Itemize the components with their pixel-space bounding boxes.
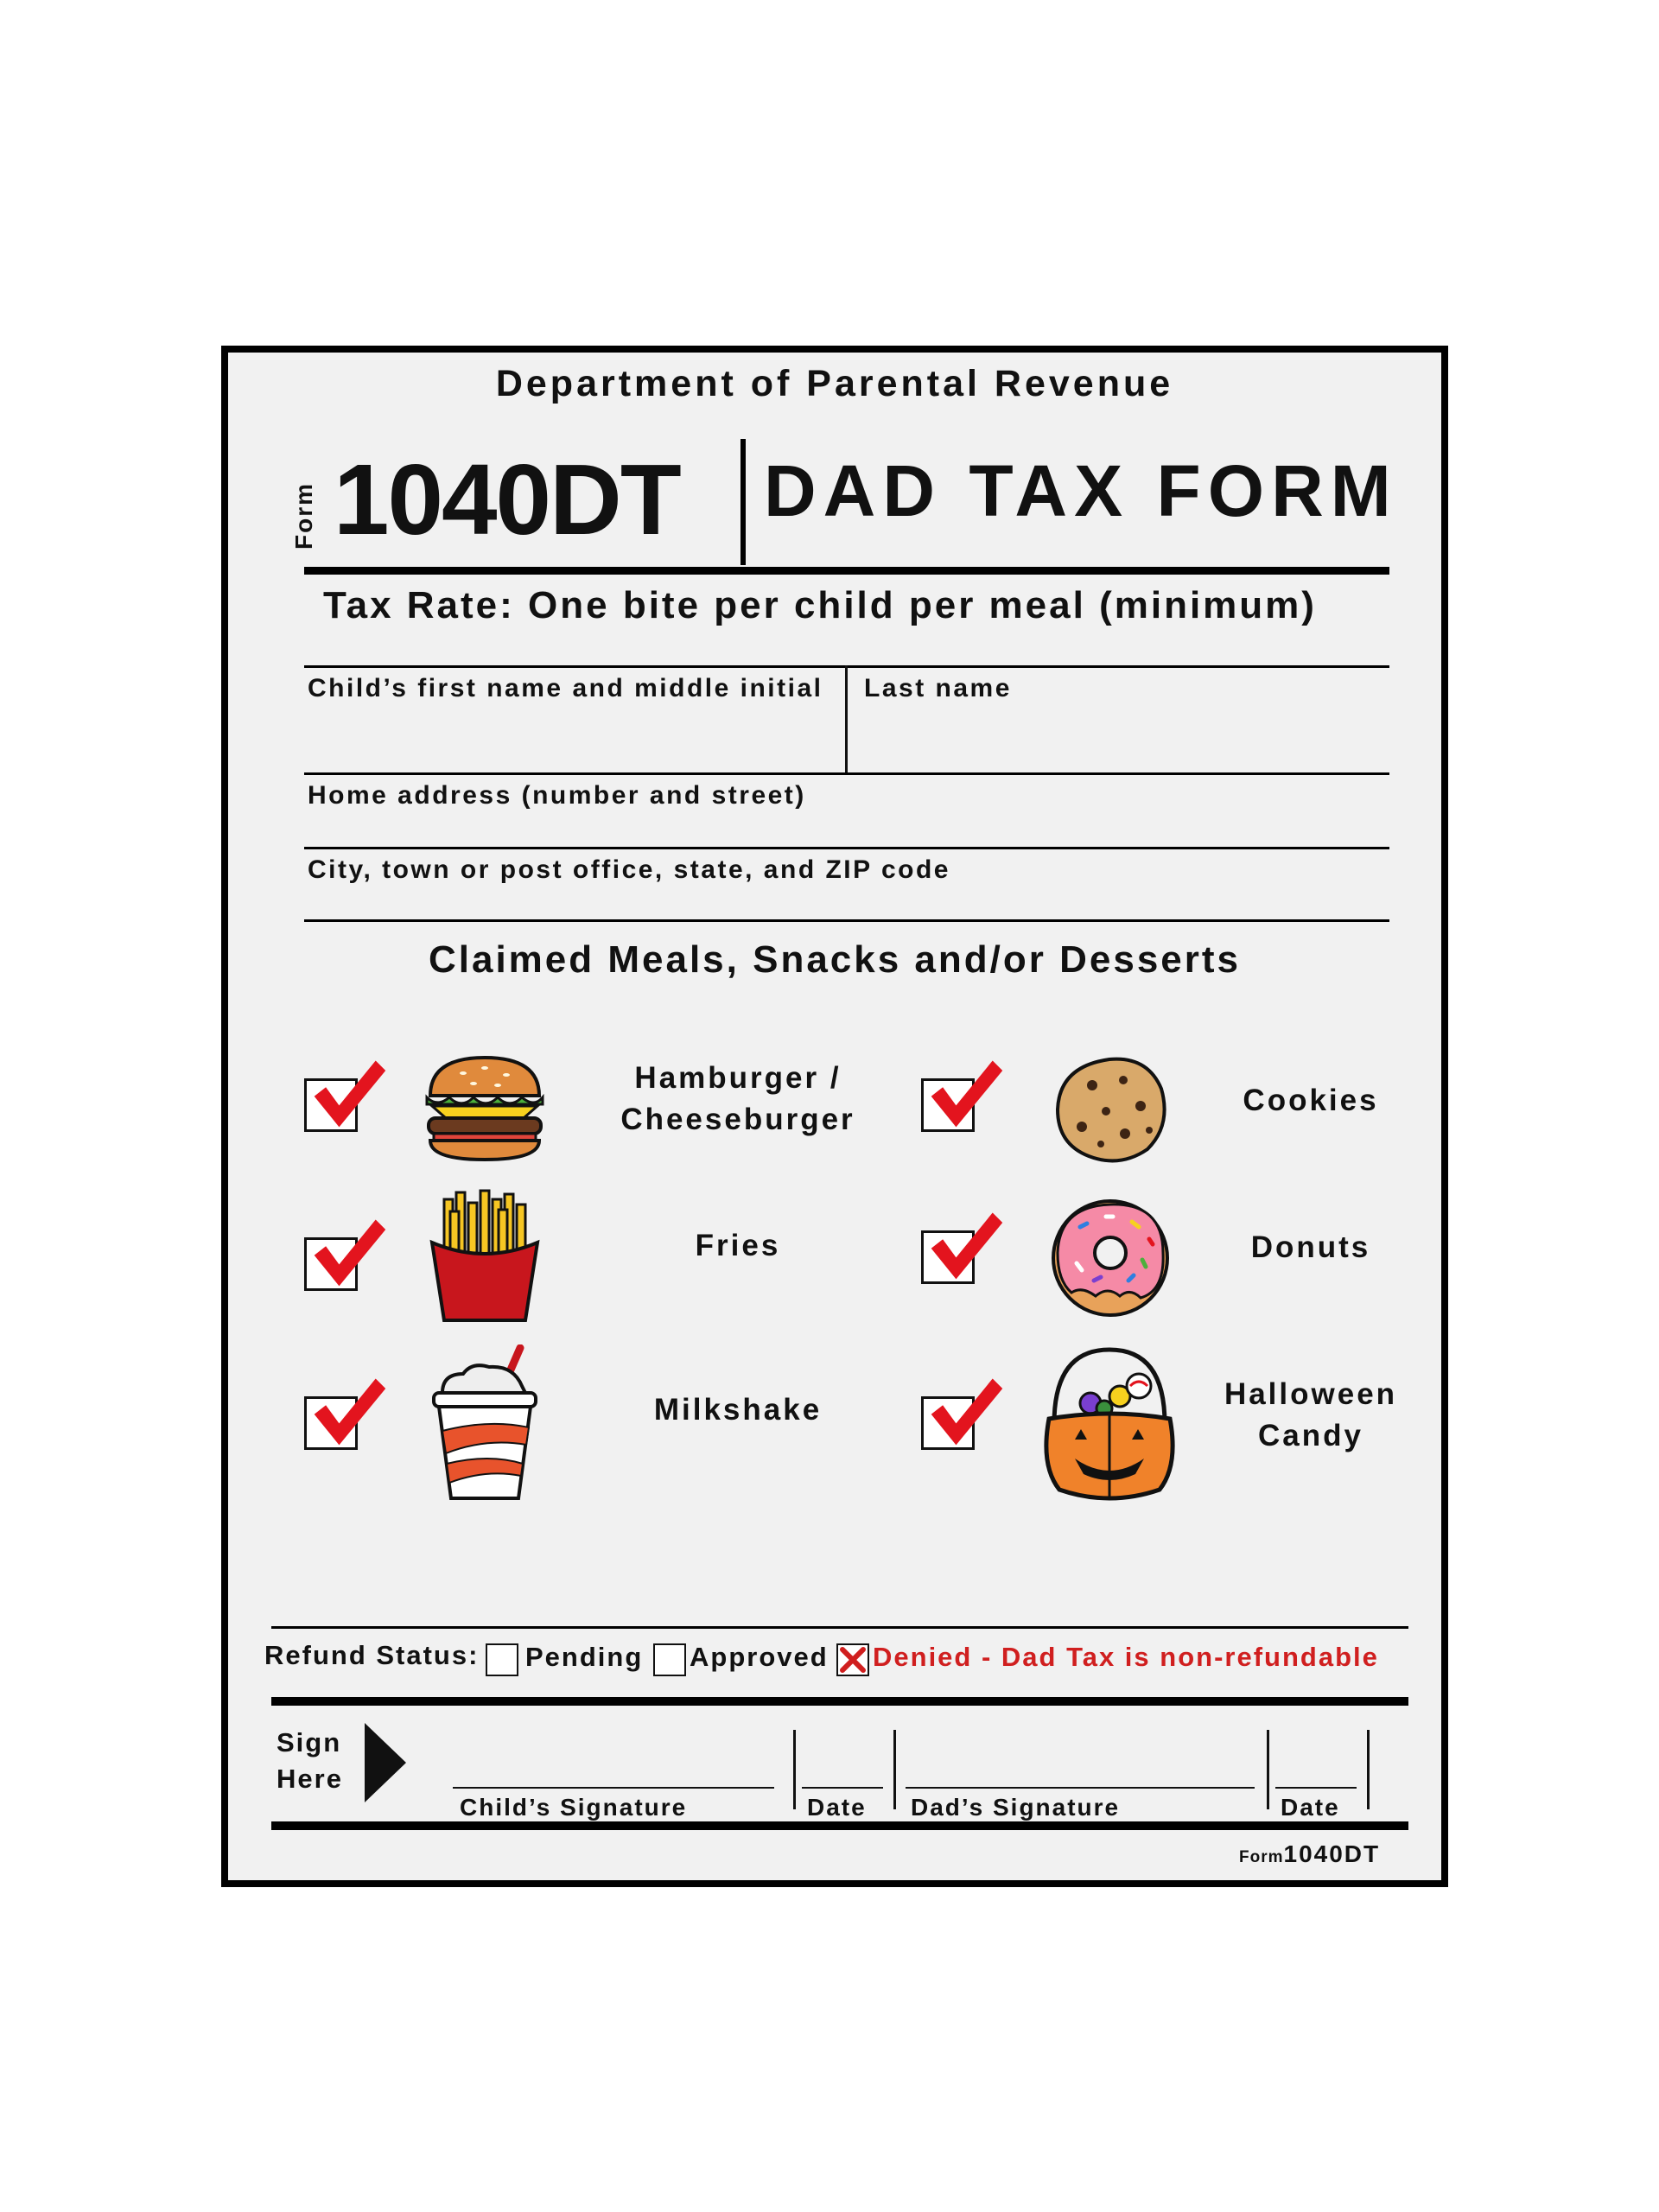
field-rule (304, 772, 1389, 775)
approved-label: Approved (690, 1642, 829, 1672)
sig-divider (893, 1730, 896, 1809)
hamburger-label-line1: Hamburger / (634, 1061, 842, 1095)
pumpkin-candy-bucket-icon (1040, 1344, 1179, 1503)
last-name-field[interactable] (852, 709, 1388, 771)
child-signature-label: Child’s Signature (460, 1794, 688, 1821)
milkshake-icon (420, 1344, 550, 1503)
sig-divider (1267, 1730, 1269, 1809)
header-divider (741, 439, 746, 565)
footer-form-word: Form (1239, 1848, 1284, 1866)
halloween-candy-label (1194, 1374, 1427, 1457)
hamburger-label-line2: Cheeseburger (620, 1103, 855, 1136)
sign-here-line2: Here (276, 1764, 343, 1794)
checkmark-icon (308, 1051, 391, 1134)
child-date-field[interactable] (802, 1735, 881, 1785)
sign-here-label (276, 1725, 343, 1797)
checkmark-icon (308, 1369, 391, 1452)
signature-bottom-rule (271, 1821, 1408, 1830)
sig-divider (1367, 1730, 1370, 1809)
form-word-vertical: Form (290, 482, 317, 550)
date-line (802, 1787, 883, 1789)
fries-icon (420, 1187, 550, 1325)
checkmark-icon (925, 1203, 1007, 1286)
cookie-icon (1046, 1044, 1175, 1173)
donut-icon (1046, 1191, 1175, 1320)
date2-label: Date (1281, 1794, 1340, 1821)
pending-checkbox[interactable] (486, 1643, 518, 1676)
tax-form (221, 346, 1448, 1887)
field-rule (304, 919, 1389, 922)
form-number: 1040DT (334, 443, 680, 556)
sig-divider (793, 1730, 796, 1809)
first-name-label: Child’s first name and middle initial (308, 674, 823, 702)
signature-top-rule (271, 1697, 1408, 1706)
refund-status-label: Refund Status: (264, 1640, 480, 1670)
field-rule (304, 847, 1389, 849)
department-title: Department of Parental Revenue (495, 363, 1174, 404)
halloween-candy-label-line2: Candy (1258, 1419, 1363, 1452)
fries-label: Fries (695, 1229, 781, 1262)
date-line (1275, 1787, 1357, 1789)
checkmark-icon (925, 1051, 1007, 1134)
footer-form-id (1239, 1840, 1380, 1868)
child-signature-line (453, 1787, 774, 1789)
date1-label: Date (807, 1794, 867, 1821)
dad-signature-field[interactable] (906, 1735, 1248, 1785)
child-signature-field[interactable] (453, 1726, 766, 1787)
address-label: Home address (number and street) (308, 781, 806, 810)
last-name-label: Last name (864, 674, 1012, 702)
denied-label: Denied - Dad Tax is non-refundable (873, 1642, 1379, 1672)
hamburger-label (608, 1058, 868, 1141)
address-field[interactable] (308, 814, 1388, 845)
dad-signature-label: Dad’s Signature (911, 1794, 1121, 1821)
sign-here-line1: Sign (276, 1727, 342, 1758)
halloween-candy-label-line1: Halloween (1224, 1377, 1398, 1411)
city-field[interactable] (308, 888, 1388, 919)
claimed-title: Claimed Meals, Snacks and/or Desserts (428, 938, 1242, 981)
pending-label: Pending (525, 1642, 644, 1672)
name-divider (845, 665, 848, 774)
x-mark-icon (838, 1645, 868, 1675)
denied-checkbox[interactable] (836, 1643, 869, 1676)
header-rule (304, 567, 1389, 575)
milkshake-label: Milkshake (653, 1393, 823, 1427)
hamburger-icon (420, 1044, 550, 1173)
dad-date-field[interactable] (1275, 1735, 1353, 1785)
dad-signature-line (906, 1787, 1255, 1789)
donuts-label: Donuts (1250, 1230, 1371, 1264)
first-name-field[interactable] (308, 709, 840, 771)
cookies-label: Cookies (1243, 1084, 1379, 1117)
checkmark-icon (925, 1369, 1007, 1452)
arrow-right-icon (363, 1721, 408, 1804)
footer-form-number: 1040DT (1283, 1840, 1381, 1867)
tax-rate: Tax Rate: One bite per child per meal (minimum) (323, 584, 1317, 626)
form-title: DAD TAX FORM (764, 450, 1398, 531)
city-label: City, town or post office, state, and ZIP code (308, 855, 950, 884)
approved-checkbox[interactable] (653, 1643, 686, 1676)
refund-rule (271, 1626, 1408, 1629)
checkmark-icon (308, 1210, 391, 1293)
